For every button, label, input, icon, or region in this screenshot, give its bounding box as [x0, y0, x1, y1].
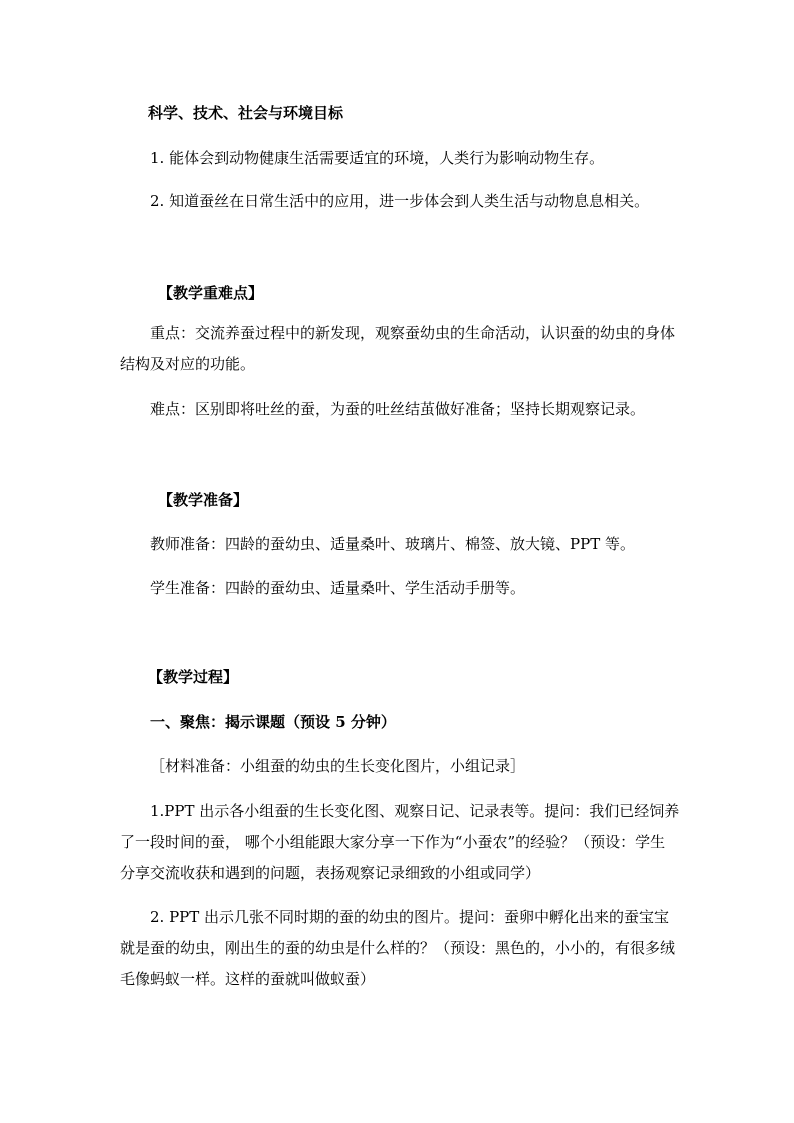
difficult-point-paragraph: 难点：区别即将吐丝的蚕，为蚕的吐丝结茧做好准备；坚持长期观察记录。 [150, 400, 646, 418]
student-preparation: 学生准备：四龄的蚕幼虫、适量桑叶、学生活动手册等。 [150, 579, 526, 597]
section-heading-difficulties: 【教学重难点】 [158, 284, 264, 302]
key-point-paragraph: 重点：交流养蚕过程中的新发现，观察蚕幼虫的生命活动，认识蚕的幼虫的身体结构及对应的功能。 [120, 324, 676, 373]
goal-item-2: 2. 知道蚕丝在日常生活中的应用，进一步体会到人类生活与动物息息相关。 [150, 192, 650, 210]
section-heading-sts-goals: 科学、技术、社会与环境目标 [148, 104, 344, 122]
process-paragraph-1: 1.PPT 出示各小组蚕的生长变化图、观察日记、记录表等。提问：我们已经饲养了一段时间的蚕， 哪个小组能跟大家分享一下作为“小蚕农”的经验？（预设：学生分享交流收获和遇到的问题，表扬观察记录细致的小组或同学） [120, 802, 680, 882]
step1-title: 一、聚焦：揭示课题（预设 5 分钟） [150, 713, 396, 731]
section-heading-process: 【教学过程】 [148, 668, 239, 686]
section-heading-preparation: 【教学准备】 [158, 491, 249, 509]
teacher-preparation: 教师准备：四龄的蚕幼虫、适量桑叶、玻璃片、棉签、放大镜、PPT 等。 [150, 535, 635, 553]
process-paragraph-2: 2. PPT 出示几张不同时期的蚕的幼虫的图片。提问：蚕卵中孵化出来的蚕宝宝就是蚕的幼虫，刚出生的蚕的幼虫是什么样的？（预设：黑色的，小小的，有很多绒毛像蚂蚁一样。这样的蚕就叫做蚁蚕） [120, 908, 676, 988]
goal-item-1: 1. 能体会到动物健康生活需要适宜的环境，人类行为影响动物生存。 [150, 149, 605, 167]
materials-note: ［材料准备：小组蚕的幼虫的生长变化图片，小组记录］ [150, 757, 526, 775]
